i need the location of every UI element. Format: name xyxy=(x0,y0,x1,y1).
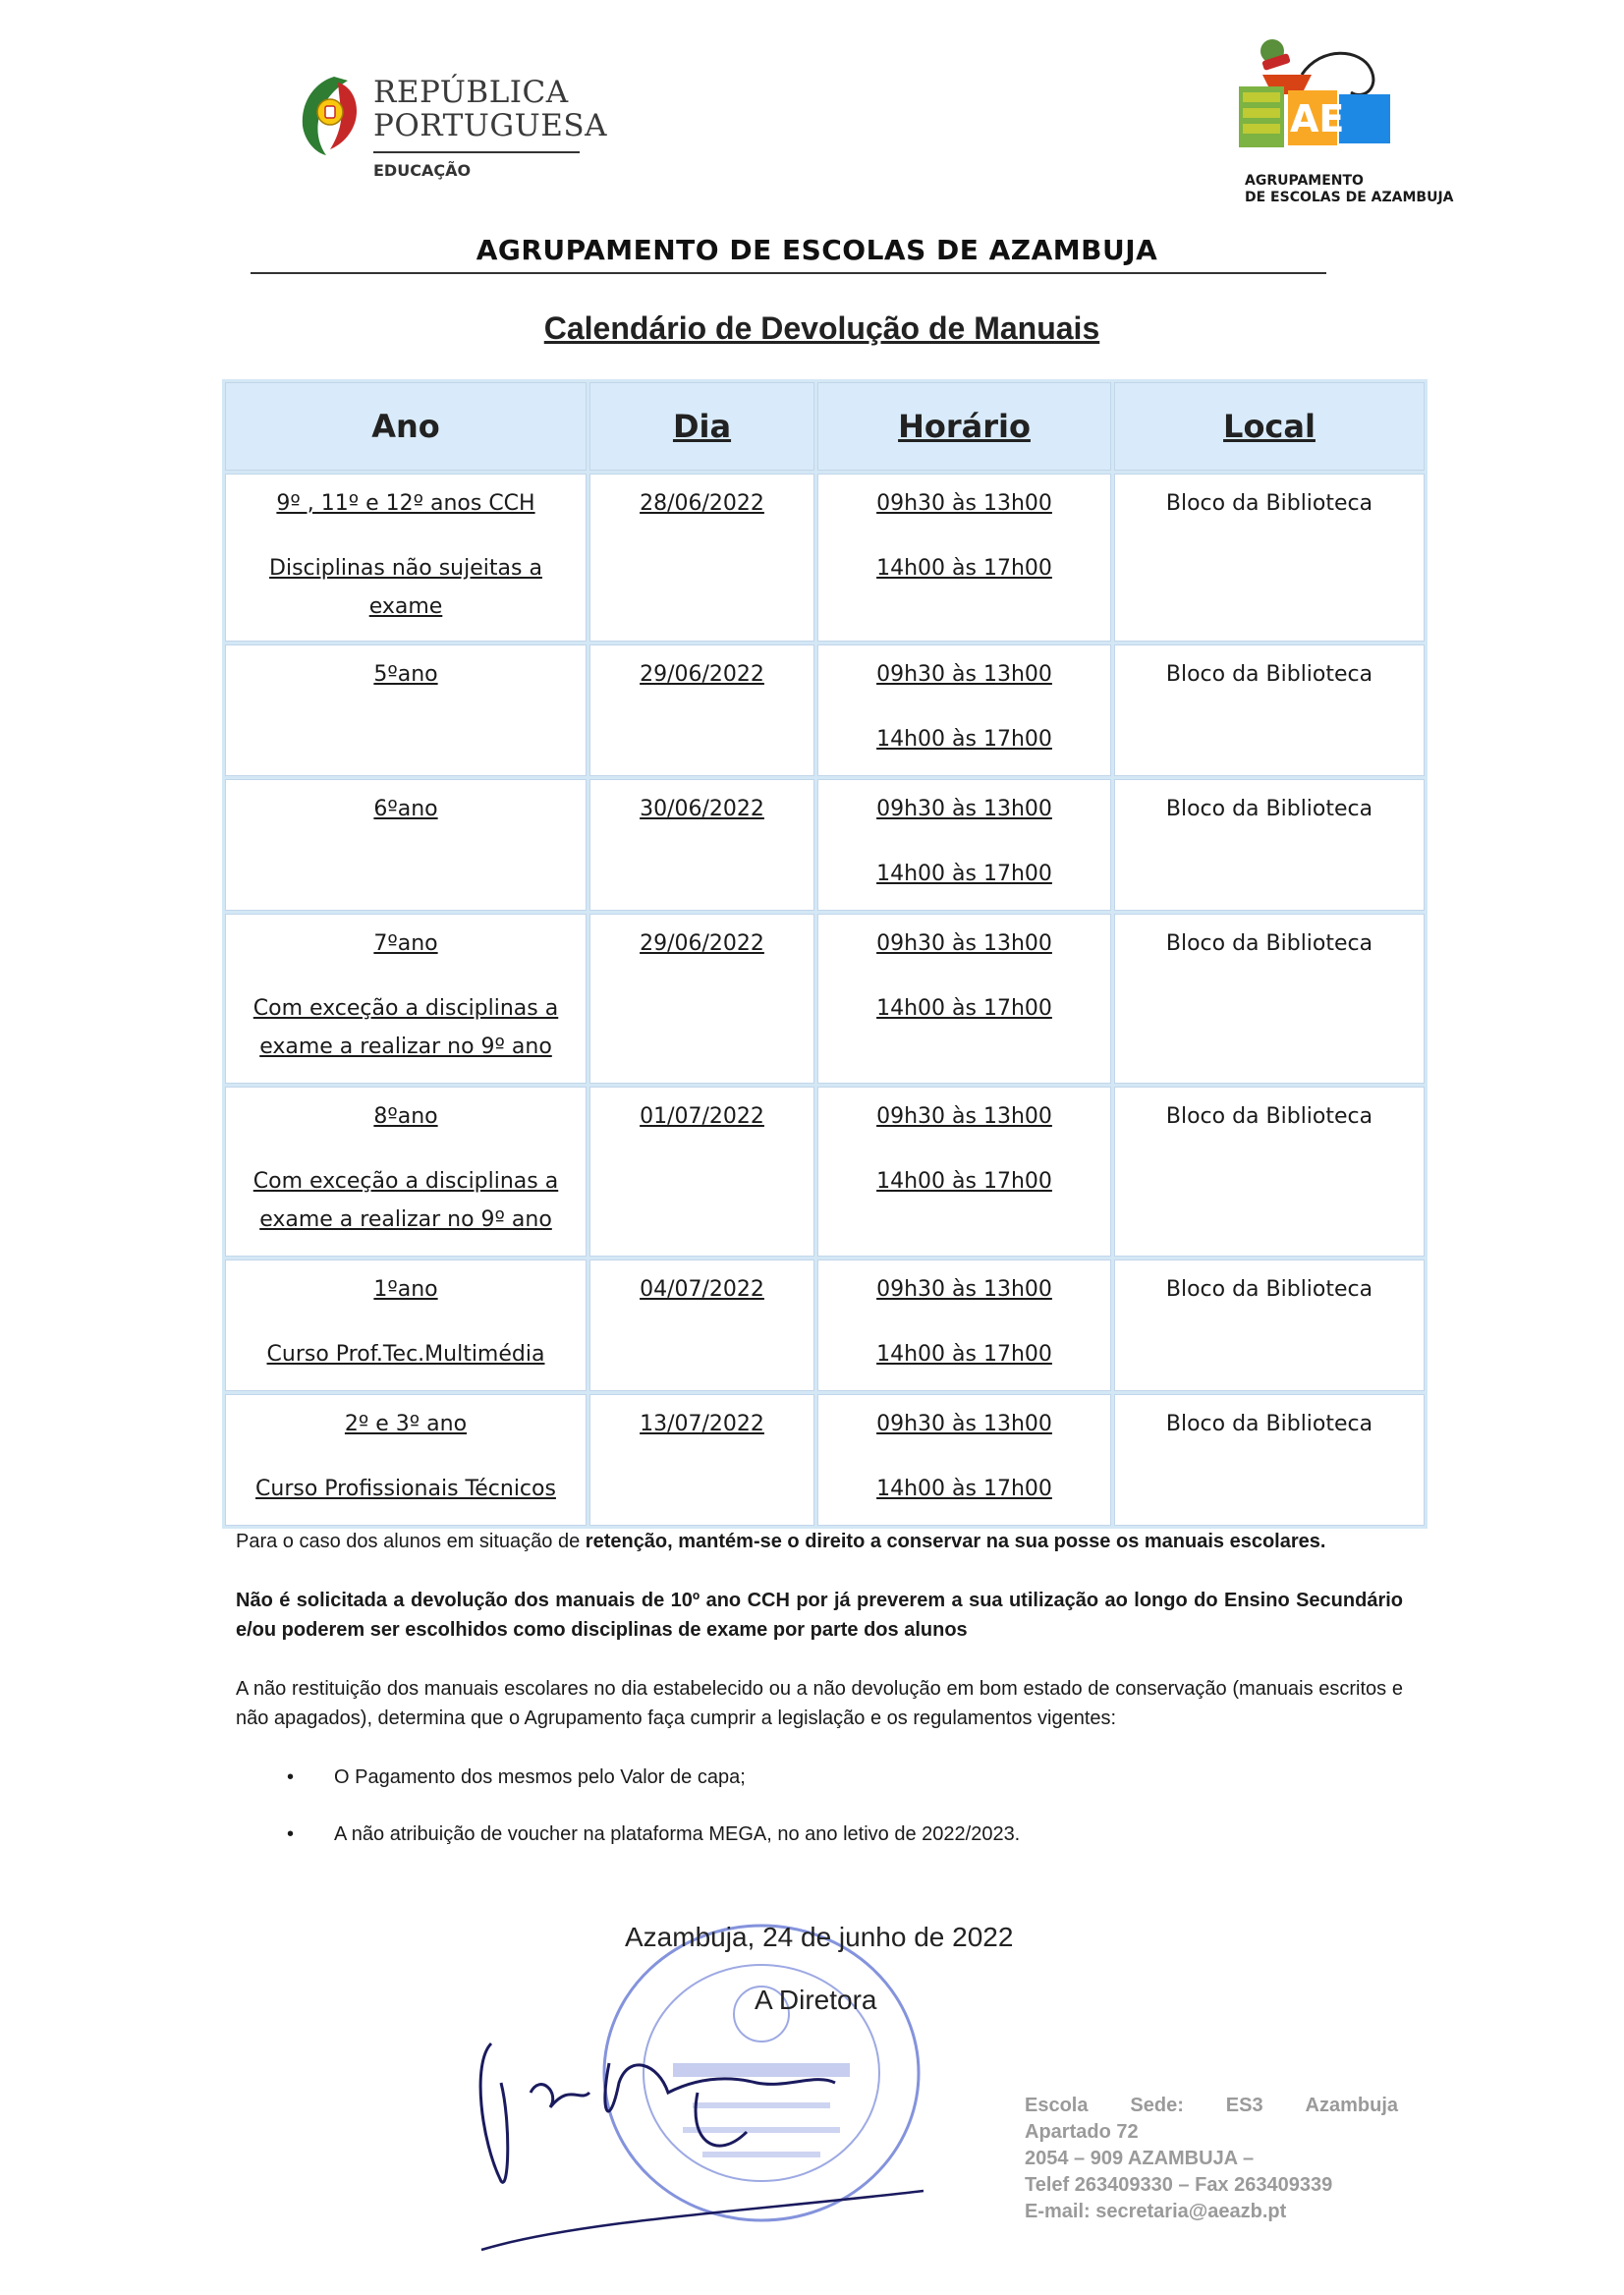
ae-caption-line2: DE ESCOLAS DE AZAMBUJA xyxy=(1245,190,1454,205)
rp-title-line2: PORTUGUESA xyxy=(373,108,608,143)
header-ano: Ano xyxy=(225,382,587,471)
ano-label: 9º , 11º e 12º anos CCH xyxy=(276,491,535,516)
horario-morning: 09h30 às 13h00 xyxy=(876,491,1052,516)
horario-afternoon: 14h00 às 17h00 xyxy=(876,727,1052,752)
ano-detail: exame xyxy=(368,594,443,619)
dia-value: 13/07/2022 xyxy=(640,1412,764,1436)
handwritten-signature xyxy=(462,2024,933,2260)
cell-horario xyxy=(817,1087,1111,1257)
table-row xyxy=(225,1394,1425,1526)
cell-ano xyxy=(225,1394,587,1526)
address-word: Sede: xyxy=(1130,2095,1184,2116)
ano-label: 6ºano xyxy=(373,797,438,821)
bullet-text: A não atribuição de voucher na plataforma MEGA, no ano letivo de 2022/2023. xyxy=(334,1823,1021,1845)
bullet-icon: • xyxy=(287,1823,295,1845)
horario-afternoon: 14h00 às 17h00 xyxy=(876,1477,1052,1501)
address-line2: Apartado 72 xyxy=(1025,2121,1139,2143)
cell-local xyxy=(1114,1259,1425,1391)
schedule-table xyxy=(222,379,1428,1529)
ae-art-text: AE xyxy=(1290,97,1345,140)
horario-morning: 09h30 às 13h00 xyxy=(876,931,1052,956)
ano-detail: Com exceção a disciplinas a xyxy=(252,996,559,1021)
local-value: Bloco da Biblioteca xyxy=(1165,1104,1373,1129)
cell-local xyxy=(1114,1394,1425,1526)
agrupamento-emblem-icon xyxy=(1233,35,1410,163)
bullet-item xyxy=(236,1763,1403,1792)
note-restituicao: A não restituição dos manuais escolares no dia estabelecido ou a não devolução em bom estado de conservação (manuais escritos e não apagados), determina que o Agrupamento faça cumprir a legislação e os regulamentos vigentes: xyxy=(236,1678,1403,1729)
cell-dia xyxy=(589,1259,814,1391)
cell-local xyxy=(1114,914,1425,1084)
ano-detail: Disciplinas não sujeitas a xyxy=(269,556,542,581)
cell-ano xyxy=(225,1259,587,1391)
header-local: Local xyxy=(1114,382,1425,471)
notes-section xyxy=(236,1527,1403,1876)
bullet-item xyxy=(236,1819,1403,1849)
cell-ano xyxy=(225,779,587,911)
note-retencao-bold: retenção, mantém-se o direito a conservar na sua posse os manuais escolares. xyxy=(585,1531,1326,1552)
address-word: Escola xyxy=(1025,2095,1089,2116)
horario-afternoon: 14h00 às 17h00 xyxy=(876,556,1052,581)
horario-afternoon: 14h00 às 17h00 xyxy=(876,1342,1052,1367)
horario-morning: 09h30 às 13h00 xyxy=(876,1104,1052,1129)
horario-morning: 09h30 às 13h00 xyxy=(876,1412,1052,1436)
table-row xyxy=(225,914,1425,1084)
local-value: Bloco da Biblioteca xyxy=(1165,797,1373,821)
ano-label: 1ºano xyxy=(373,1277,438,1302)
address-line4: Telef 263409330 – Fax 263409339 xyxy=(1025,2174,1333,2196)
table-header-row xyxy=(225,382,1425,471)
dia-value: 01/07/2022 xyxy=(640,1104,764,1129)
local-value: Bloco da Biblioteca xyxy=(1165,491,1373,516)
address-email: E-mail: secretaria@aeazb.pt xyxy=(1025,2201,1287,2222)
local-value: Bloco da Biblioteca xyxy=(1165,1412,1373,1436)
organization-title: AGRUPAMENTO DE ESCOLAS DE AZAMBUJA xyxy=(476,234,1158,266)
cell-local xyxy=(1114,644,1425,776)
cell-dia xyxy=(589,779,814,911)
document-title: Calendário de Devolução de Manuais xyxy=(543,310,1100,346)
local-value: Bloco da Biblioteca xyxy=(1165,1277,1373,1302)
address-word: ES3 xyxy=(1225,2095,1263,2116)
local-value: Bloco da Biblioteca xyxy=(1165,931,1373,956)
note-10-ano: Não é solicitada a devolução dos manuais de 10º ano CCH por já preverem a sua utilização ao longo do Ensino Secundário e/ou poderem ser escolhidos como disciplinas de exame por parte dos alunos xyxy=(236,1590,1403,1641)
republica-portuguesa-logo xyxy=(295,73,608,191)
cell-horario xyxy=(817,474,1111,642)
ano-label: 7ºano xyxy=(373,931,438,956)
ano-label: 8ºano xyxy=(373,1104,438,1129)
cell-local xyxy=(1114,474,1425,642)
cell-local xyxy=(1114,779,1425,911)
cell-horario xyxy=(817,1259,1111,1391)
bullet-text: O Pagamento dos mesmos pelo Valor de capa; xyxy=(334,1766,746,1788)
ano-detail: Curso Prof.Tec.Multimédia xyxy=(266,1342,545,1367)
cell-dia xyxy=(589,914,814,1084)
cell-dia xyxy=(589,1087,814,1257)
dia-value: 29/06/2022 xyxy=(640,662,764,687)
horario-morning: 09h30 às 13h00 xyxy=(876,662,1052,687)
school-address xyxy=(1025,2093,1398,2225)
horario-afternoon: 14h00 às 17h00 xyxy=(876,996,1052,1021)
cell-ano xyxy=(225,914,587,1084)
table-row xyxy=(225,779,1425,911)
note-retencao xyxy=(236,1527,1403,1556)
horario-morning: 09h30 às 13h00 xyxy=(876,1277,1052,1302)
cell-ano xyxy=(225,644,587,776)
title-divider xyxy=(251,272,1326,274)
rp-subtitle: EDUCAÇÃO xyxy=(373,161,472,180)
ano-label: 5ºano xyxy=(373,662,438,687)
ano-detail: Curso Profissionais Técnicos xyxy=(255,1477,556,1501)
place-date: Azambuja, 24 de junho de 2022 xyxy=(625,1922,1014,1952)
ano-label: 2º e 3º ano xyxy=(344,1412,468,1436)
horario-afternoon: 14h00 às 17h00 xyxy=(876,1169,1052,1194)
header-dia: Dia xyxy=(589,382,814,471)
ano-detail: exame a realizar no 9º ano xyxy=(259,1035,552,1059)
table-row xyxy=(225,644,1425,776)
cell-dia xyxy=(589,474,814,642)
dia-value: 30/06/2022 xyxy=(640,797,764,821)
bullet-icon: • xyxy=(287,1766,295,1788)
horario-afternoon: 14h00 às 17h00 xyxy=(876,862,1052,886)
ae-caption-line1: AGRUPAMENTO xyxy=(1245,173,1364,189)
portugal-emblem-icon xyxy=(295,73,364,157)
local-value: Bloco da Biblioteca xyxy=(1165,662,1373,687)
cell-horario xyxy=(817,644,1111,776)
dia-value: 28/06/2022 xyxy=(640,491,764,516)
address-word: Azambuja xyxy=(1305,2095,1398,2116)
cell-dia xyxy=(589,644,814,776)
address-line1 xyxy=(1025,2093,1398,2119)
ano-detail: exame a realizar no 9º ano xyxy=(259,1207,552,1232)
cell-horario xyxy=(817,914,1111,1084)
note-retencao-lead: Para o caso dos alunos em situação de xyxy=(236,1531,586,1552)
cell-horario xyxy=(817,1394,1111,1526)
address-line3: 2054 – 909 AZAMBUJA – xyxy=(1025,2148,1255,2169)
rp-title-line1: REPÚBLICA xyxy=(373,75,569,110)
dia-value: 04/07/2022 xyxy=(640,1277,764,1302)
rp-divider xyxy=(373,151,580,153)
cell-dia xyxy=(589,1394,814,1526)
cell-horario xyxy=(817,779,1111,911)
cell-local xyxy=(1114,1087,1425,1257)
table-row xyxy=(225,474,1425,642)
header-horario: Horário xyxy=(817,382,1111,471)
table-row xyxy=(225,1259,1425,1391)
ano-detail: Com exceção a disciplinas a xyxy=(252,1169,559,1194)
agrupamento-logo xyxy=(1233,35,1479,212)
table-row xyxy=(225,1087,1425,1257)
cell-ano xyxy=(225,474,587,642)
dia-value: 29/06/2022 xyxy=(640,931,764,956)
horario-morning: 09h30 às 13h00 xyxy=(876,797,1052,821)
director-role: A Diretora xyxy=(755,1985,877,2015)
cell-ano xyxy=(225,1087,587,1257)
